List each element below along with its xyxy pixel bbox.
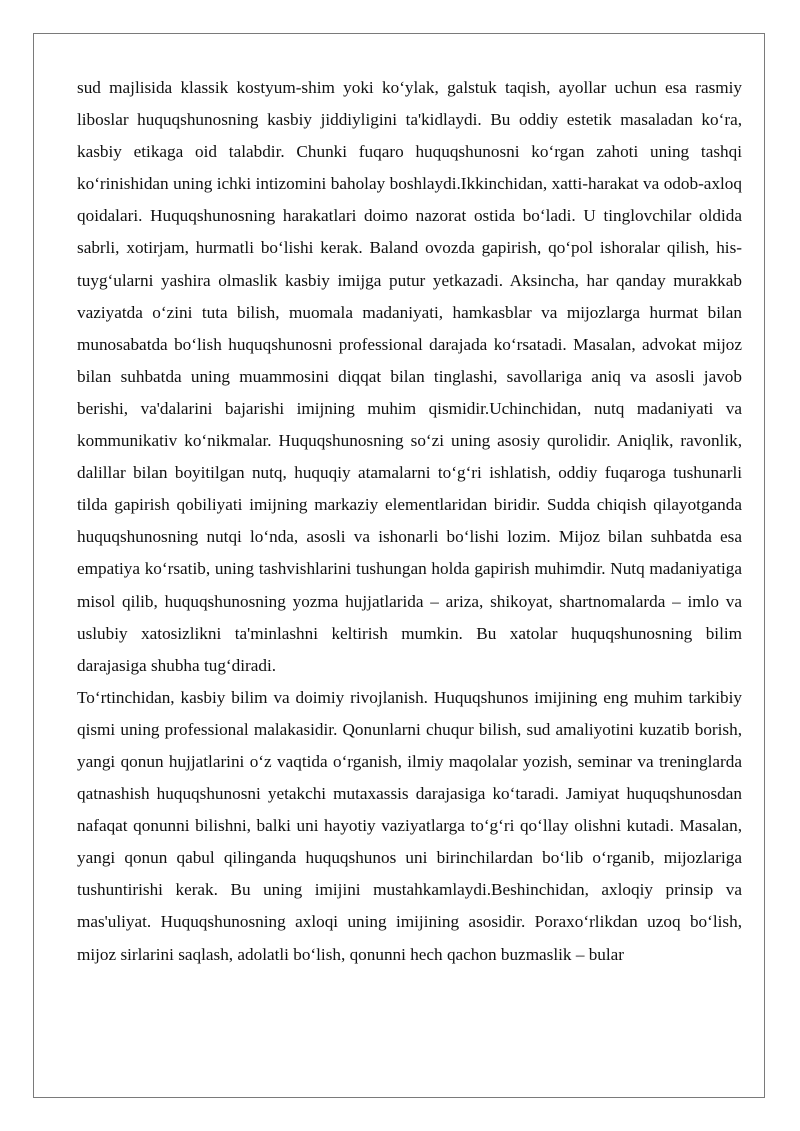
paragraph-1: sud majlisida klassik kostyum-shim yoki ko‘ylak, galstuk taqish, ayollar uchun esa rasmiy liboslar huquqshunosning kasbiy jiddiyligini ta'kidlaydi. Bu oddiy estetik masaladan ko‘ra, kasbiy etikaga oid talabdir. Chunki fuqaro huquqshunosni ko‘rgan zahoti uning tashqi ko‘rinishidan uning ichki intizomini baholay boshlaydi.Ikkinchidan, xatti-harakat va odob-axloq qoidalari. Huquqshunosning harakatlari doimo nazorat ostida bo‘ladi. U tinglovchilar oldida sabrli, xotirjam, hurmatli bo‘lishi kerak. Baland ovozda gapirish, qo‘pol ishoralar qilish, his-tuyg‘ularni yashira olmaslik kasbiy imijga putur yetkazadi. Aksincha, har qanday murakkab vaziyatda o‘zini tuta bilish, muomala madaniyati, hamkasblar va mijozlarga hurmat bilan munosabatda bo‘lish huquqshunosni professional darajada ko‘rsatadi. Masalan, advokat mijoz bilan suhbatda uning muammosini diqqat bilan tinglashi, savollariga aniq va asosli javob berishi, va'dalarini bajarishi imijning muhim qismidir.Uchinchidan, nutq madaniyati va kommunikativ ko‘nikmalar. Huquqshunosning so‘zi uning asosiy qurolidir. Aniqlik, ravonlik, dalillar bilan boyitilgan nutq, huquqiy atamalarni to‘g‘ri ishlatish, oddiy fuqaroga tushunarli tilda gapirish qobiliyati imijning markaziy elementlaridan biridir. Sudda chiqish qilayotganda huquqshunosning nutqi lo‘nda, asosli va ishonarli bo‘lishi lozim. Mijoz bilan suhbatda esa empatiya ko‘rsatib, uning tashvishlarini tushungan holda gapirish muhimdir. Nutq madaniyatiga misol qilib, huquqshunosning yozma hujjatlarida – ariza, shikoyat, shartnomalarda – imlo va uslubiy xatosizlikni ta'minlashni keltirish mumkin. Bu xatolar huquqshunosning bilim darajasiga shubha tug‘diradi. — [77, 78, 742, 675]
paragraph-2: To‘rtinchidan, kasbiy bilim va doimiy rivojlanish. Huquqshunos imijining eng muhim tarkibiy qismi uning professional malakasidir. Qonunlarni chuqur bilish, sud amaliyotini kuzatib borish, yangi qonun hujjatlarini o‘z vaqtida o‘rganish, ilmiy maqolalar yozish, seminar va treninglarda qatnashish huquqshunosni yetakchi mutaxassis darajasiga ko‘taradi. Jamiyat huquqshunosdan nafaqat qonunni bilishni, balki uni hayotiy vaziyatlarga to‘g‘ri qo‘llay olishni kutadi. Masalan, yangi qonun qabul qilinganda huquqshunos uni birinchilardan bo‘lib o‘rganib, mijozlariga tushuntirishi kerak. Bu uning imijini mustahkamlaydi.Beshinchidan, axloqiy prinsip va mas'uliyat. Huquqshunosning axloqi uning imijining asosidir. Poraxo‘rlikdan uzoq bo‘lish, mijoz sirlarini saqlash, adolatli bo‘lish, qonunni hech qachon buzmaslik – bular — [77, 687, 742, 964]
document-body — [77, 72, 742, 971]
